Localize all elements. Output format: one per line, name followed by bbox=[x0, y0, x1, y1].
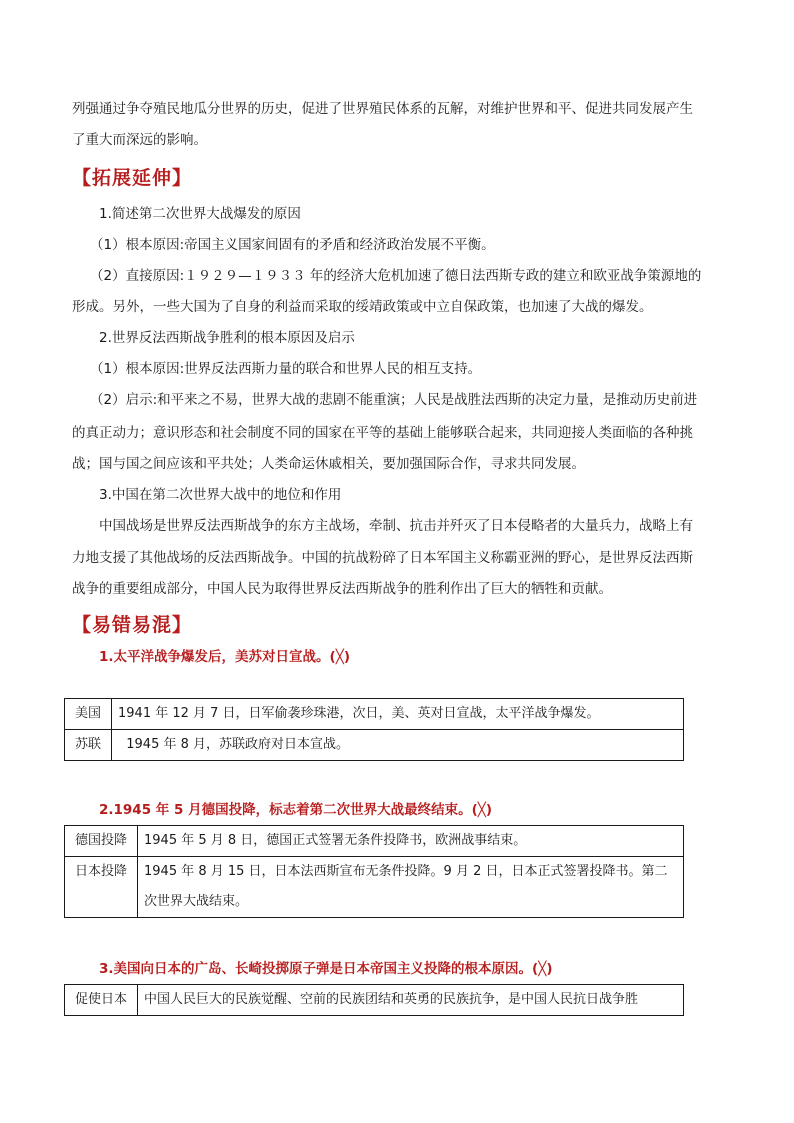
extension-q1-p1: （1）根本原因:帝国主义国家间固有的矛盾和经济政治发展不平衡。 bbox=[90, 237, 495, 253]
extension-q3-line2: 力地支援了其他战场的反法西斯战争。中国的抗战粉碎了日本军国主义称霸亚洲的野心，是世界反法西斯 bbox=[72, 550, 693, 566]
extension-q2-p2-line2: 的真正动力；意识形态和社会制度不同的国家在平等的基础上能够联合起来，共同迎接人类面临的各种挑 bbox=[72, 425, 693, 441]
extension-q2-title: 2.世界反法西斯战争胜利的根本原因及启示 bbox=[99, 330, 355, 346]
table-key: 日本投降 bbox=[65, 857, 138, 918]
intro-line-1: 列强通过争夺殖民地瓜分世界的历史，促进了世界殖民体系的瓦解，对维护世界和平、促进共同发展产生 bbox=[72, 101, 693, 117]
extension-q3-title: 3.中国在第二次世界大战中的地位和作用 bbox=[99, 487, 342, 503]
extension-q3-line3: 战争的重要组成部分，中国人民为取得世界反法西斯战争的胜利作出了巨大的牺牲和贡献。 bbox=[72, 581, 612, 597]
table-row bbox=[65, 985, 684, 1016]
table-row bbox=[65, 699, 684, 730]
table-key: 促使日本 bbox=[65, 985, 138, 1016]
mistake-2-title: 2.1945 年 5 月德国投降，标志着第二次世界大战最终结束。(╳) bbox=[99, 802, 493, 818]
extension-q3-line1: 中国战场是世界反法西斯战争的东方主战场，牵制、抗击并歼灭了日本侵略者的大量兵力，战略上有 bbox=[99, 518, 693, 534]
extension-q2-p2-line1: （2）启示:和平来之不易，世界大战的悲剧不能重演；人民是战胜法西斯的决定力量，是推动历史前进 bbox=[90, 392, 698, 408]
table-key: 德国投降 bbox=[65, 826, 138, 857]
table-value: 1945 年 8 月 15 日，日本法西斯宣布无条件投降。9 月 2 日，日本正式签署投降书。第二次世界大战结束。 bbox=[138, 857, 684, 918]
table-key: 美国 bbox=[65, 699, 112, 730]
extension-q2-p2-line3: 战；国与国之间应该和平共处；人类命运休戚相关，要加强国际合作，寻求共同发展。 bbox=[72, 456, 585, 472]
table-row bbox=[65, 826, 684, 857]
table-row bbox=[65, 857, 684, 918]
table-value: 1945 年 8 月，苏联政府对日本宣战。 bbox=[112, 730, 684, 761]
extension-q1-p2-line2: 形成。另外，一些大国为了自身的利益而采取的绥靖政策或中立自保政策，也加速了大战的爆发。 bbox=[72, 299, 653, 315]
mistakes-heading: 【易错易混】 bbox=[72, 614, 193, 636]
mistake-3-table bbox=[64, 984, 684, 1016]
mistake-1-title: 1.太平洋战争爆发后，美苏对日宣战。(╳) bbox=[99, 649, 350, 665]
extension-q2-p1: （1）根本原因:世界反法西斯力量的联合和世界人民的相互支持。 bbox=[90, 361, 482, 377]
extension-q1-p2-line1: （2）直接原因:１９２９—１９３３ 年的经济大危机加速了德日法西斯专政的建立和欧亚战争策源地的 bbox=[90, 268, 702, 284]
table-key: 苏联 bbox=[65, 730, 112, 761]
table-row bbox=[65, 730, 684, 761]
extension-q1-title: 1.简述第二次世界大战爆发的原因 bbox=[99, 206, 301, 222]
table-value: 中国人民巨大的民族觉醒、空前的民族团结和英勇的民族抗争，是中国人民抗日战争胜 bbox=[138, 985, 684, 1016]
table-value: 1945 年 5 月 8 日，德国正式签署无条件投降书，欧洲战事结束。 bbox=[138, 826, 684, 857]
mistake-2-table bbox=[64, 825, 684, 918]
intro-line-2: 了重大而深远的影响。 bbox=[72, 132, 207, 148]
mistake-3-title: 3.美国向日本的广岛、长崎投掷原子弹是日本帝国主义投降的根本原因。(╳) bbox=[99, 961, 553, 977]
table-value: 1941 年 12 月 7 日，日军偷袭珍珠港，次日，美、英对日宣战，太平洋战争爆发。 bbox=[112, 699, 684, 730]
extension-heading: 【拓展延伸】 bbox=[72, 167, 193, 189]
mistake-1-table bbox=[64, 698, 684, 761]
